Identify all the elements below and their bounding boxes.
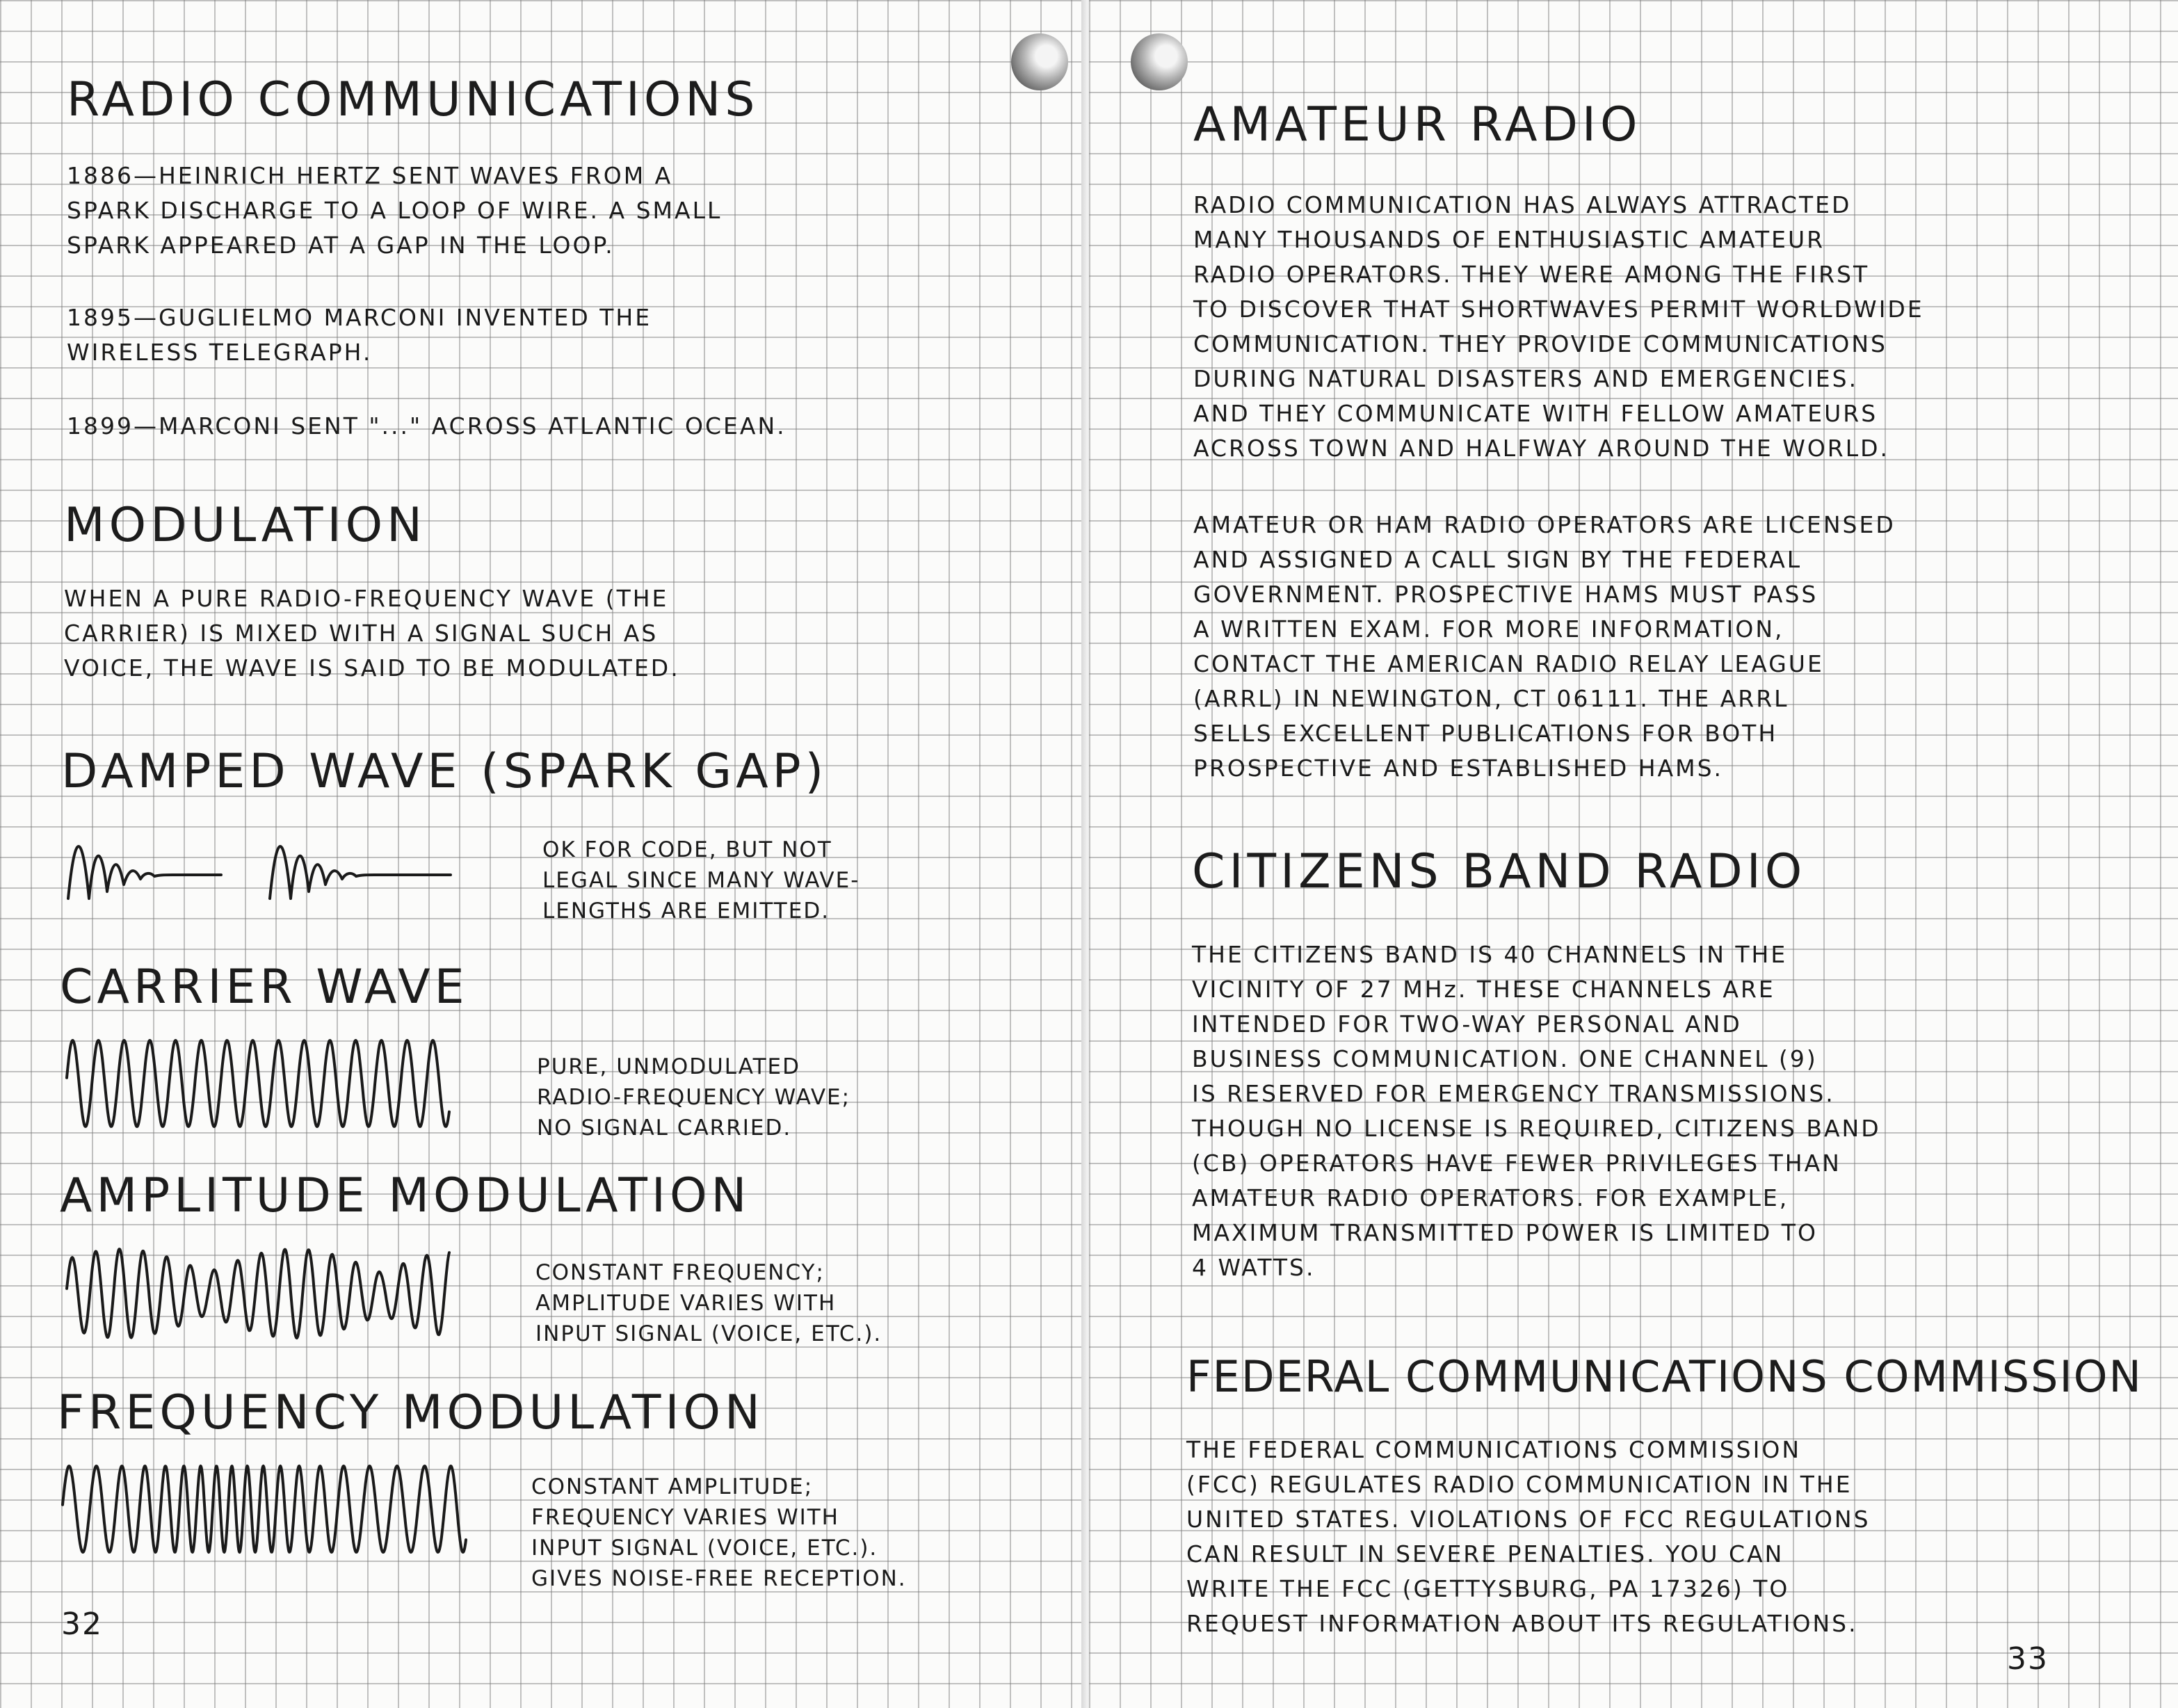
text-line: AMPLITUDE VARIES WITH — [535, 1291, 837, 1316]
text-line: CONTACT THE AMERICAN RADIO RELAY LEAGUE — [1193, 650, 1824, 677]
modulation-heading: MODULATION — [64, 498, 426, 553]
text-line: OK FOR CODE, BUT NOT — [542, 837, 832, 862]
citizens-band-heading: CITIZENS BAND RADIO — [1192, 844, 1807, 899]
text-line: 1899—MARCONI SENT "..." ACROSS ATLANTIC OCEAN. — [67, 412, 786, 440]
citizens-band-description — [1192, 937, 1881, 1285]
text-line: THE CITIZENS BAND IS 40 CHANNELS IN THE — [1192, 941, 1788, 968]
text-line: INPUT SIGNAL (VOICE, ETC.). — [535, 1321, 882, 1346]
frequency-modulation-text — [531, 1472, 907, 1594]
text-line: NO SIGNAL CARRIED. — [537, 1115, 792, 1141]
amateur-radio-text — [1193, 188, 1924, 466]
text-line: THOUGH NO LICENSE IS REQUIRED, CITIZENS BAND — [1192, 1115, 1881, 1142]
frequency-modulation-section — [57, 1385, 764, 1441]
text-line: GIVES NOISE-FREE RECEPTION. — [531, 1566, 907, 1591]
citizens-band-section — [1192, 844, 1806, 900]
text-line: INTENDED FOR TWO-WAY PERSONAL AND — [1192, 1010, 1742, 1038]
text-line: LEGAL SINCE MANY WAVE- — [542, 868, 860, 893]
modulation-text — [64, 581, 680, 686]
history-entry-1899 — [67, 409, 786, 444]
text-line: MAXIMUM TRANSMITTED POWER IS LIMITED TO — [1192, 1219, 1818, 1246]
text-line: DURING NATURAL DISASTERS AND EMERGENCIES. — [1193, 365, 1859, 392]
text-line: 4 WATTS. — [1192, 1254, 1316, 1281]
frequency-modulation-wave-icon — [56, 1453, 515, 1565]
text-line: COMMUNICATION. THEY PROVIDE COMMUNICATIONS — [1193, 330, 1887, 357]
damped-wave-description — [542, 835, 860, 926]
text-line: SELLS EXCELLENT PUBLICATIONS FOR BOTH — [1193, 720, 1778, 747]
text-line: WHEN A PURE RADIO-FREQUENCY WAVE (THE — [64, 585, 669, 612]
text-line: AMATEUR RADIO OPERATORS. FOR EXAMPLE, — [1192, 1184, 1789, 1211]
binder-hole-left — [1011, 33, 1068, 90]
text-line: WRITE THE FCC (GETTYSBURG, PA 17326) TO — [1186, 1575, 1790, 1602]
history-text — [67, 300, 652, 370]
right-notebook-page — [1089, 0, 2178, 1708]
amateur-radio-section — [1193, 97, 1642, 153]
text-line: VICINITY OF 27 MHz. THESE CHANNELS ARE — [1192, 976, 1775, 1003]
fcc-heading: FEDERAL COMMUNICATIONS COMMISSION — [1186, 1351, 2143, 1402]
carrier-wave-description — [537, 1052, 850, 1143]
damped-wave-text — [542, 835, 860, 926]
damped-wave-icon — [61, 815, 506, 926]
text-line: THE FEDERAL COMMUNICATIONS COMMISSION — [1186, 1436, 1802, 1463]
fcc-description — [1186, 1433, 1871, 1641]
text-line: CONSTANT FREQUENCY; — [535, 1260, 825, 1285]
text-line: A WRITTEN EXAM. FOR MORE INFORMATION, — [1193, 615, 1784, 643]
text-line: AMATEUR OR HAM RADIO OPERATORS ARE LICENSED — [1193, 511, 1896, 538]
text-line: LENGTHS ARE EMITTED. — [542, 899, 830, 924]
text-line: INPUT SIGNAL (VOICE, ETC.). — [531, 1536, 878, 1561]
carrier-wave-heading: CARRIER WAVE — [60, 960, 469, 1015]
text-line: UNITED STATES. VIOLATIONS OF FCC REGULATIONS — [1186, 1506, 1871, 1533]
amateur-radio-heading: AMATEUR RADIO — [1193, 97, 1642, 152]
text-line: CARRIER) IS MIXED WITH A SIGNAL SUCH AS — [64, 620, 659, 647]
text-line: FREQUENCY VARIES WITH — [531, 1505, 839, 1530]
amateur-radio-paragraph-2 — [1193, 508, 1896, 786]
amplitude-modulation-text — [535, 1257, 882, 1349]
amplitude-modulation-wave-icon — [60, 1238, 505, 1349]
history-entry-1886 — [67, 159, 722, 263]
fcc-text — [1186, 1433, 1871, 1641]
text-line: TO DISCOVER THAT SHORTWAVES PERMIT WORLDWIDE — [1193, 296, 1924, 323]
text-line: AND THEY COMMUNICATE WITH FELLOW AMATEURS — [1193, 400, 1878, 427]
history-text — [67, 159, 722, 263]
damped-wave-heading: DAMPED WAVE (SPARK GAP) — [61, 744, 828, 799]
fcc-section — [1186, 1349, 2143, 1405]
binder-hole-right — [1131, 33, 1188, 90]
frequency-modulation-heading: FREQUENCY MODULATION — [57, 1385, 764, 1440]
frequency-modulation-description — [531, 1472, 907, 1594]
text-line: REQUEST INFORMATION ABOUT ITS REGULATIONS. — [1186, 1610, 1858, 1637]
text-line: SPARK DISCHARGE TO A LOOP OF WIRE. A SMALL — [67, 197, 723, 224]
page-number-right: 33 — [2007, 1641, 2049, 1677]
text-line: (FCC) REGULATES RADIO COMMUNICATION IN THE — [1186, 1471, 1853, 1498]
amateur-radio-licensing-text — [1193, 508, 1896, 786]
radio-communications-heading: RADIO COMMUNICATIONS — [67, 72, 759, 127]
modulation-definition — [64, 581, 680, 686]
text-line: VOICE, THE WAVE IS SAID TO BE MODULATED. — [64, 654, 680, 682]
text-line: AND ASSIGNED A CALL SIGN BY THE FEDERAL — [1193, 546, 1802, 573]
text-line: CONSTANT AMPLITUDE; — [531, 1474, 814, 1499]
amplitude-modulation-section — [60, 1168, 750, 1224]
text-line: 1895—GUGLIELMO MARCONI INVENTED THE — [67, 304, 652, 331]
text-line: RADIO-FREQUENCY WAVE; — [537, 1085, 851, 1110]
carrier-wave-icon — [60, 1028, 505, 1139]
text-line: CAN RESULT IN SEVERE PENALTIES. YOU CAN — [1186, 1540, 1784, 1568]
text-line: IS RESERVED FOR EMERGENCY TRANSMISSIONS. — [1192, 1080, 1835, 1107]
text-line: GOVERNMENT. PROSPECTIVE HAMS MUST PASS — [1193, 581, 1818, 608]
amplitude-modulation-heading: AMPLITUDE MODULATION — [60, 1168, 751, 1223]
page-number-left: 32 — [61, 1606, 103, 1642]
text-line: MANY THOUSANDS OF ENTHUSIASTIC AMATEUR — [1193, 226, 1825, 253]
text-line: 1886—HEINRICH HERTZ SENT WAVES FROM A — [67, 162, 673, 189]
damped-wave-section — [61, 744, 828, 800]
text-line: RADIO OPERATORS. THEY WERE AMONG THE FIRST — [1193, 261, 1870, 288]
text-line: (ARRL) IN NEWINGTON, CT 06111. THE ARRL — [1193, 685, 1789, 712]
carrier-wave-text — [537, 1052, 850, 1143]
amplitude-modulation-description — [535, 1257, 882, 1349]
text-line: (CB) OPERATORS HAVE FEWER PRIVILEGES THAN — [1192, 1150, 1841, 1177]
text-line: PURE, UNMODULATED — [537, 1054, 800, 1079]
text-line: RADIO COMMUNICATION HAS ALWAYS ATTRACTED — [1193, 191, 1852, 218]
text-line: WIRELESS TELEGRAPH. — [67, 339, 373, 366]
text-line: SPARK APPEARED AT A GAP IN THE LOOP. — [67, 232, 615, 259]
history-entry-1895 — [67, 300, 652, 370]
carrier-wave-section — [60, 960, 469, 1015]
text-line: PROSPECTIVE AND ESTABLISHED HAMS. — [1193, 755, 1724, 782]
amateur-radio-paragraph-1 — [1193, 188, 1924, 466]
radio-communications-section — [67, 72, 759, 128]
citizens-band-text — [1192, 937, 1881, 1285]
text-line: ACROSS TOWN AND HALFWAY AROUND THE WORLD. — [1193, 435, 1890, 462]
modulation-section — [64, 498, 426, 554]
text-line: BUSINESS COMMUNICATION. ONE CHANNEL (9) — [1192, 1045, 1818, 1072]
history-text — [67, 409, 786, 444]
